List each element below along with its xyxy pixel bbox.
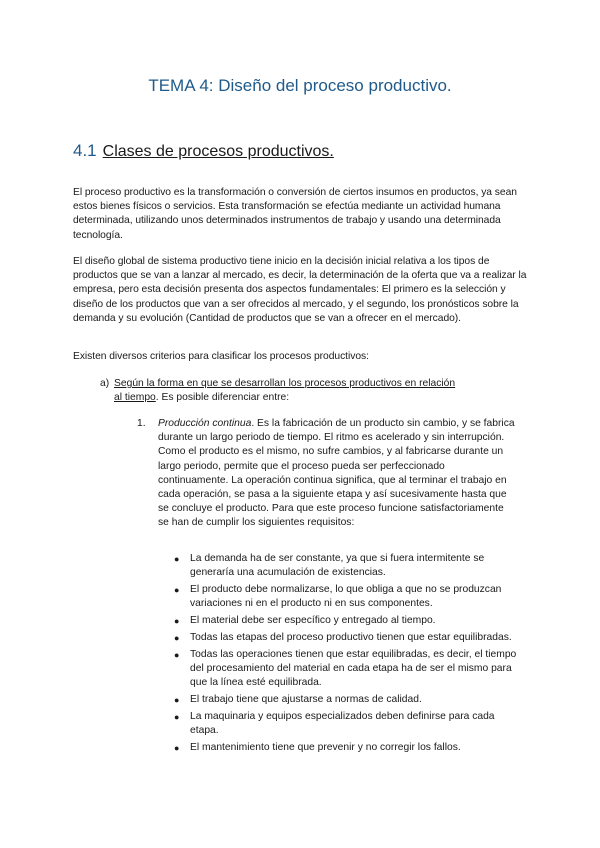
list-item [174, 693, 524, 707]
list-item-a-underlined: Según la forma en que se desarrollan los procesos productivos en relación al tiempo [114, 378, 456, 404]
bullet-text: Todas las operaciones tienen que estar equilibradas, es decir, el tiempo del procesamiento del material en cada etapa ha de ser el mismo para que la línea esté equilibrada. [190, 648, 517, 688]
section-number: 4.1 [73, 141, 97, 160]
list-item [174, 710, 524, 738]
paragraph-design: El diseño global de sistema productivo tiene inicio en la decisión inicial relativa a los tipos de productos que se van a lanzar al mercado, es decir, la determinación de la oferta que va a realizar la empresa, pero esta decisión presenta dos aspectos fundamentales: El primero es la selección y diseño de los productos que van a ser ofrecidos al mercado, y el segundo, los pronósticos sobre la demanda y su evolución (Cantidad de productos que se van a ofrecer en el mercado). [73, 256, 527, 324]
list-item [174, 741, 524, 755]
requirements-list [174, 552, 524, 757]
section-title: Clases de procesos productivos. [102, 143, 334, 160]
bullet-icon: ● [174, 632, 180, 643]
list-item [174, 614, 524, 628]
bullet-icon: ● [174, 694, 180, 705]
list-item [174, 648, 524, 691]
list-item [174, 552, 524, 580]
bullet-text: El material debe ser específico y entregado al tiempo. [190, 615, 436, 626]
list-item-1-text: . Es la fabricación de un producto sin cambio, y se fabrica durante un largo periodo de tiempo. El ritmo es acelerado y sin interrupción. Como el producto es el mismo, no sufre cambios, y al fabricarse durante un largo periodo, permite que el proceso pueda ser perfeccionado continuamente. La operación continua significa, que al terminar el trabajo en cada operación, se pasa a la siguiente etapa y así sucesivamente hasta que se concluye el producto. Para que este proceso funcione satisfactoriamente se han de cumplir los siguientes requisitos: [158, 418, 515, 529]
list-label-a: a) [100, 378, 110, 389]
bullet-icon: ● [174, 649, 180, 660]
list-item-a [100, 377, 460, 405]
list-label-1: 1. [137, 418, 146, 429]
section-heading [73, 141, 334, 161]
paragraph-intro: El proceso productivo es la transformación o conversión de ciertos insumos en productos, ya sean estos bienes físicos o servicios. Esta transformación se efectúa mediante un actividad humana determinada, utilizando unos determinados instrumentos de trabajo y usando una determinada tecnología. [73, 187, 517, 241]
bullet-text: El mantenimiento tiene que prevenir y no corregir los fallos. [190, 741, 461, 753]
bullet-icon: ● [174, 742, 180, 753]
bullet-icon: ● [174, 585, 180, 595]
list-item [174, 583, 524, 611]
bullet-icon: ● [174, 711, 180, 722]
bullet-text: La maquinaria y equipos especializados deben definirse para cada etapa. [190, 710, 495, 736]
document-title: TEMA 4: Diseño del proceso productivo. [148, 76, 452, 95]
list-item-1-term: Producción continua [158, 418, 252, 429]
paragraph-criteria: Existen diversos criterios para clasificar los procesos productivos: [73, 351, 369, 362]
list-item [174, 631, 524, 645]
list-item-a-rest: . Es posible diferenciar entre: [155, 392, 290, 404]
bullet-text: La demanda ha de ser constante, ya que si fuera intermitente se generaría una acumulación de existencias. [190, 553, 485, 579]
bullet-icon: ● [174, 616, 180, 626]
bullet-text: El trabajo tiene que ajustarse a normas de calidad. [190, 693, 422, 705]
bullet-text: Todas las etapas del proceso productivo tienen que estar equilibradas. [190, 631, 512, 643]
list-item-1 [137, 417, 517, 531]
bullet-icon: ● [174, 554, 180, 564]
bullet-text: El producto debe normalizarse, lo que obliga a que no se produzcan variaciones ni en el producto ni en sus componentes. [190, 584, 502, 610]
